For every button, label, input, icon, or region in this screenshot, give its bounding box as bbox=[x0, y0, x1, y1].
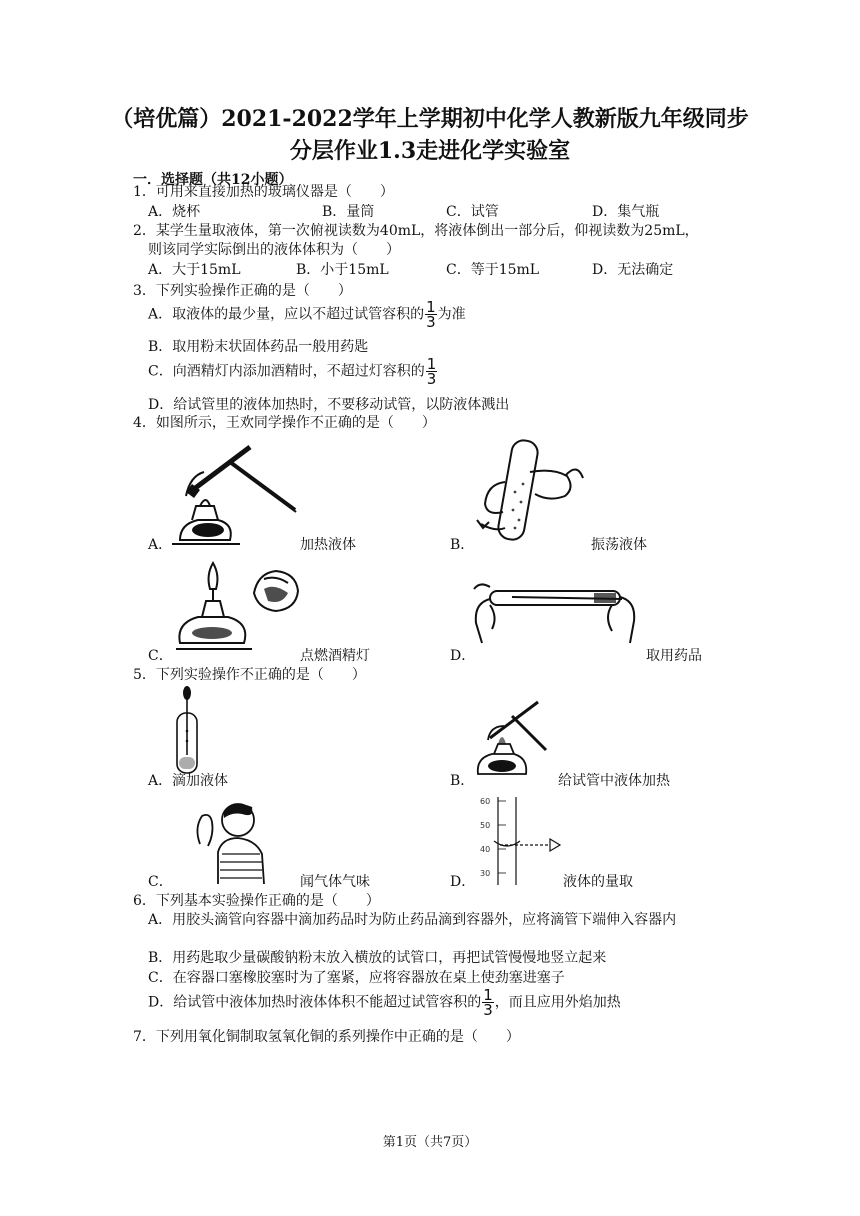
q3-option-a-suffix: 为准 bbox=[437, 306, 466, 323]
heating-liquid-figure bbox=[170, 432, 310, 550]
scale-tick-60: 60 bbox=[480, 797, 491, 806]
question-4-stem: 4．如图所示，王欢同学操作不正确的是（ ） bbox=[133, 415, 436, 431]
heating-tube-figure bbox=[472, 696, 557, 781]
q3-option-c bbox=[148, 357, 438, 386]
q6-option-d-text: D．给试管中液体加热时液体体积不能超过试管容积的 bbox=[148, 994, 482, 1011]
scale-tick-50: 50 bbox=[480, 821, 491, 830]
smelling-gas-figure bbox=[188, 798, 268, 886]
taking-reagent-figure bbox=[472, 577, 642, 652]
q4-option-a-letter: A． bbox=[148, 537, 173, 553]
q2-option-b: B．小于15mL bbox=[296, 262, 389, 278]
q3-option-b: B．取用粉末状固体药品一般用药匙 bbox=[148, 339, 369, 355]
question-5-stem: 5．下列实验操作不正确的是（ ） bbox=[133, 667, 366, 683]
q1-option-a: A．烧杯 bbox=[148, 204, 201, 220]
q5-option-c-letter: C． bbox=[148, 874, 173, 890]
question-1-stem: 1．可用来直接加热的玻璃仪器是（ ） bbox=[133, 184, 394, 200]
q1-option-d: D．集气瓶 bbox=[592, 204, 660, 220]
doc-title-line2: 分层作业1.3走进化学实验室 bbox=[289, 138, 571, 164]
q1-option-c: C．试管 bbox=[446, 204, 499, 220]
question-2-stem-line1: 2．某学生量取液体，第一次俯视读数为40mL，将液体倒出一部分后，仰视读数为25mL， bbox=[133, 223, 699, 239]
q5-option-b-caption: 给试管中液体加热 bbox=[558, 773, 670, 789]
section-heading: 一．选择题（共12小题） bbox=[133, 172, 293, 188]
q4-option-a-caption: 加热液体 bbox=[300, 537, 356, 553]
question-6-stem: 6．下列基本实验操作正确的是（ ） bbox=[133, 893, 380, 909]
q6-option-d-suffix: ，而且应用外焰加热 bbox=[494, 994, 621, 1011]
q5-option-a-letter: A． bbox=[148, 773, 173, 789]
q5-option-a-caption: 滴加液体 bbox=[172, 773, 228, 789]
page-footer: 第1页（共7页） bbox=[382, 1135, 478, 1150]
q4-option-c-caption: 点燃酒精灯 bbox=[300, 648, 370, 664]
q6-option-a: A．用胶头滴管向容器中滴加药品时为防止药品滴到容器外，应将滴管下端伸入容器内 bbox=[148, 912, 677, 928]
dropper-into-tube-figure bbox=[172, 685, 202, 777]
q5-option-d-caption: 液体的量取 bbox=[563, 874, 633, 890]
measuring-cylinder-figure bbox=[478, 795, 568, 887]
shaking-liquid-figure bbox=[475, 432, 585, 552]
q6-option-d bbox=[148, 988, 621, 1017]
fraction-one-third: $\frac{1}{3}$ bbox=[426, 298, 436, 331]
fraction-one-third: $\frac{1}{3}$ bbox=[426, 355, 437, 388]
q1-option-b: B．量筒 bbox=[322, 204, 375, 220]
q6-option-c: C．在容器口塞橡胶塞时为了塞紧，应将容器放在桌上使劲塞进塞子 bbox=[148, 970, 565, 986]
q3-option-a-text: A．取液体的最少量，应以不超过试管容积的 bbox=[148, 306, 425, 323]
fraction-one-third: $\frac{1}{3}$ bbox=[483, 986, 493, 1019]
doc-title-line1: （培优篇）2021-2022学年上学期初中化学人教新版九年级同步 bbox=[111, 106, 749, 132]
q4-option-b-caption: 振荡液体 bbox=[591, 537, 647, 553]
q6-option-b: B．用药匙取少量碳酸钠粉末放入横放的试管口，再把试管慢慢地竖立起来 bbox=[148, 950, 607, 966]
question-2-stem-line2: 则该同学实际倒出的液体体积为（ ） bbox=[148, 242, 400, 258]
q3-option-d: D．给试管里的液体加热时，不要移动试管，以防液体溅出 bbox=[148, 397, 510, 413]
q3-option-c-text: C．向酒精灯内添加酒精时，不超过灯容积的 bbox=[148, 363, 425, 380]
q5-option-b-letter: B． bbox=[450, 773, 475, 789]
q4-option-b-letter: B． bbox=[450, 537, 475, 553]
question-7-stem: 7．下列用氧化铜制取氢氧化铜的系列操作中正确的是（ ） bbox=[133, 1029, 520, 1045]
q4-option-d-caption: 取用药品 bbox=[646, 648, 702, 664]
q2-option-c: C．等于15mL bbox=[446, 262, 540, 278]
q4-option-c-letter: C． bbox=[148, 648, 173, 664]
q2-option-d: D．无法确定 bbox=[592, 262, 674, 278]
q5-option-d-letter: D． bbox=[450, 874, 476, 890]
scale-tick-30: 30 bbox=[480, 869, 491, 878]
question-3-stem: 3．下列实验操作正确的是（ ） bbox=[133, 283, 352, 299]
scale-tick-40: 40 bbox=[480, 845, 491, 854]
q2-option-a: A．大于15mL bbox=[148, 262, 241, 278]
q4-option-d-letter: D． bbox=[450, 648, 476, 664]
q3-option-a bbox=[148, 300, 466, 329]
lighting-alcohol-lamp-figure bbox=[172, 553, 312, 658]
q5-option-c-caption: 闻气体气味 bbox=[300, 874, 370, 890]
